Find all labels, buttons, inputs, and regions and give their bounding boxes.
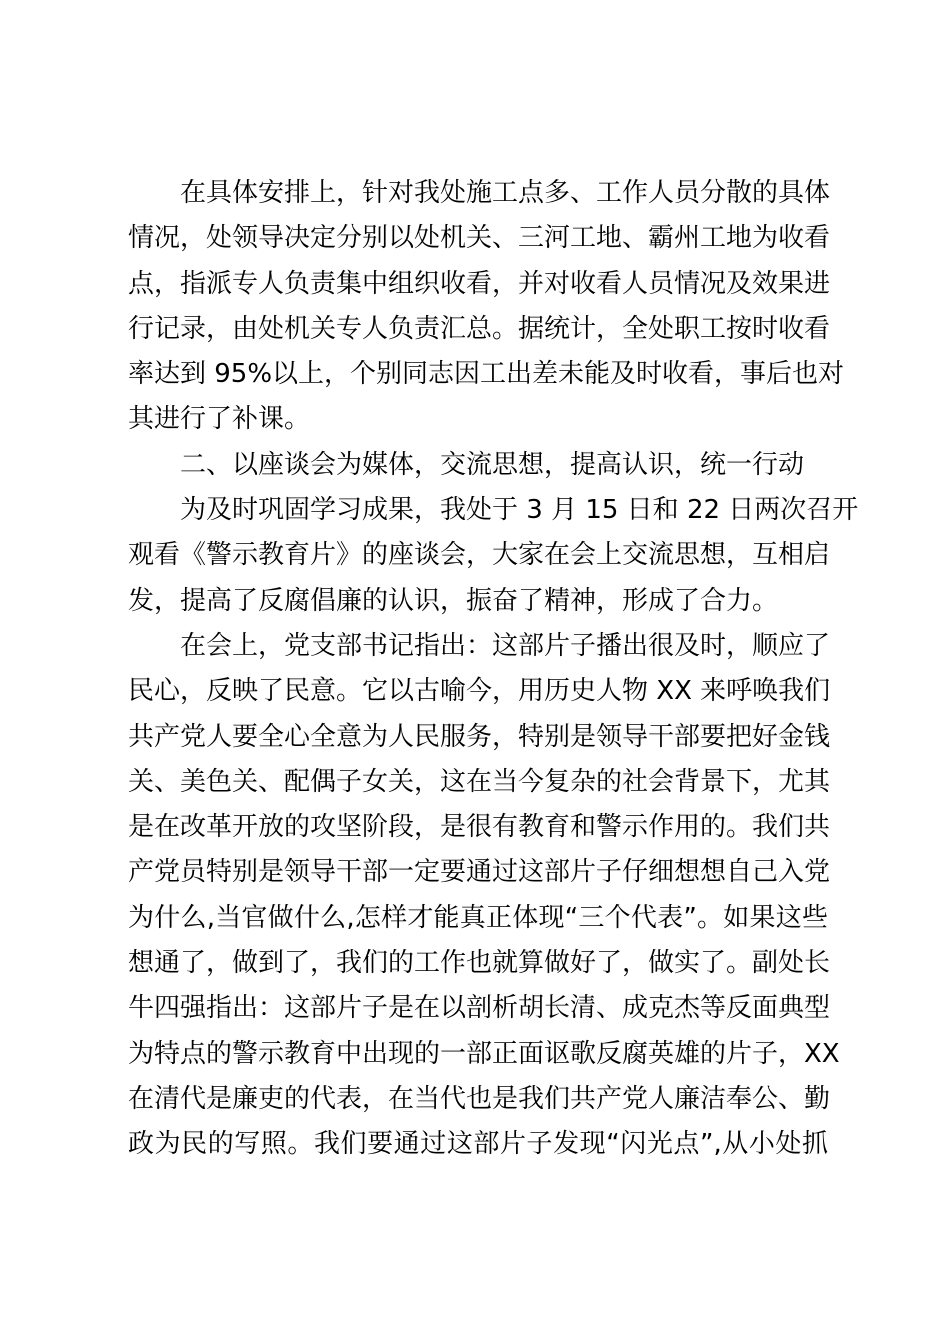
paragraph-line: 在会上，党支部书记指出：这部片子播出很及时，顺应了 [180,630,831,661]
paragraph-line: 政为民的写照。我们要通过这部片子发现“闪光点”,从小处抓 [128,1129,828,1160]
paragraph-line: 民心，反映了民意。它以古喻今，用历史人物 XX 来呼唤我们 [128,676,831,707]
paragraph-line: 产党员特别是领导干部一定要通过这部片子仔细想想自己入党 [128,857,831,888]
section-heading: 二、以座谈会为媒体，交流思想，提高认识，统一行动 [180,449,805,480]
paragraph-line: 为什么,当官做什么,怎样才能真正体现“三个代表”。如果这些 [128,902,828,933]
paragraph-line: 共产党人要全心全意为人民服务，特别是领导干部要把好金钱 [128,721,831,752]
paragraph-line: 在具体安排上，针对我处施工点多、工作人员分散的具体 [180,178,831,208]
paragraph-line: 率达到 95%以上，个别同志因工出差未能及时收看，事后也对 [128,359,845,390]
paragraph-line: 关、美色关、配偶子女关，这在当今复杂的社会背景下，尤其 [128,766,831,797]
document-body [128,171,859,1168]
paragraph-line: 为及时巩固学习成果，我处于 3 月 15 日和 22 日两次召开 [180,495,859,526]
paragraph-line: 行记录，由处机关专人负责汇总。据统计，全处职工按时收看 [128,313,831,344]
paragraph-line: 想通了，做到了，我们的工作也就算做好了，做实了。副处长 [128,948,831,979]
paragraph-line: 情况，处领导决定分别以处机关、三河工地、霸州工地为收看 [128,223,831,254]
paragraph-line: 为特点的警示教育中出现的一部正面讴歌反腐英雄的片子，XX [128,1038,840,1069]
paragraph-line: 点，指派专人负责集中组织收看，并对收看人员情况及效果进 [128,268,831,299]
paragraph-line: 其进行了补课。 [128,404,311,435]
paragraph-line: 观看《警示教育片》的座谈会，大家在会上交流思想，互相启 [128,540,831,571]
paragraph-line: 是在改革开放的攻坚阶段，是很有教育和警示作用的。我们共 [128,812,831,843]
paragraph-line: 牛四强指出：这部片子是在以剖析胡长清、成克杰等反面典型 [128,993,831,1024]
paragraph-line: 在清代是廉吏的代表，在当代也是我们共产党人廉洁奉公、勤 [128,1083,831,1114]
paragraph-line: 发，提高了反腐倡廉的认识，振奋了精神，形成了合力。 [128,585,779,616]
